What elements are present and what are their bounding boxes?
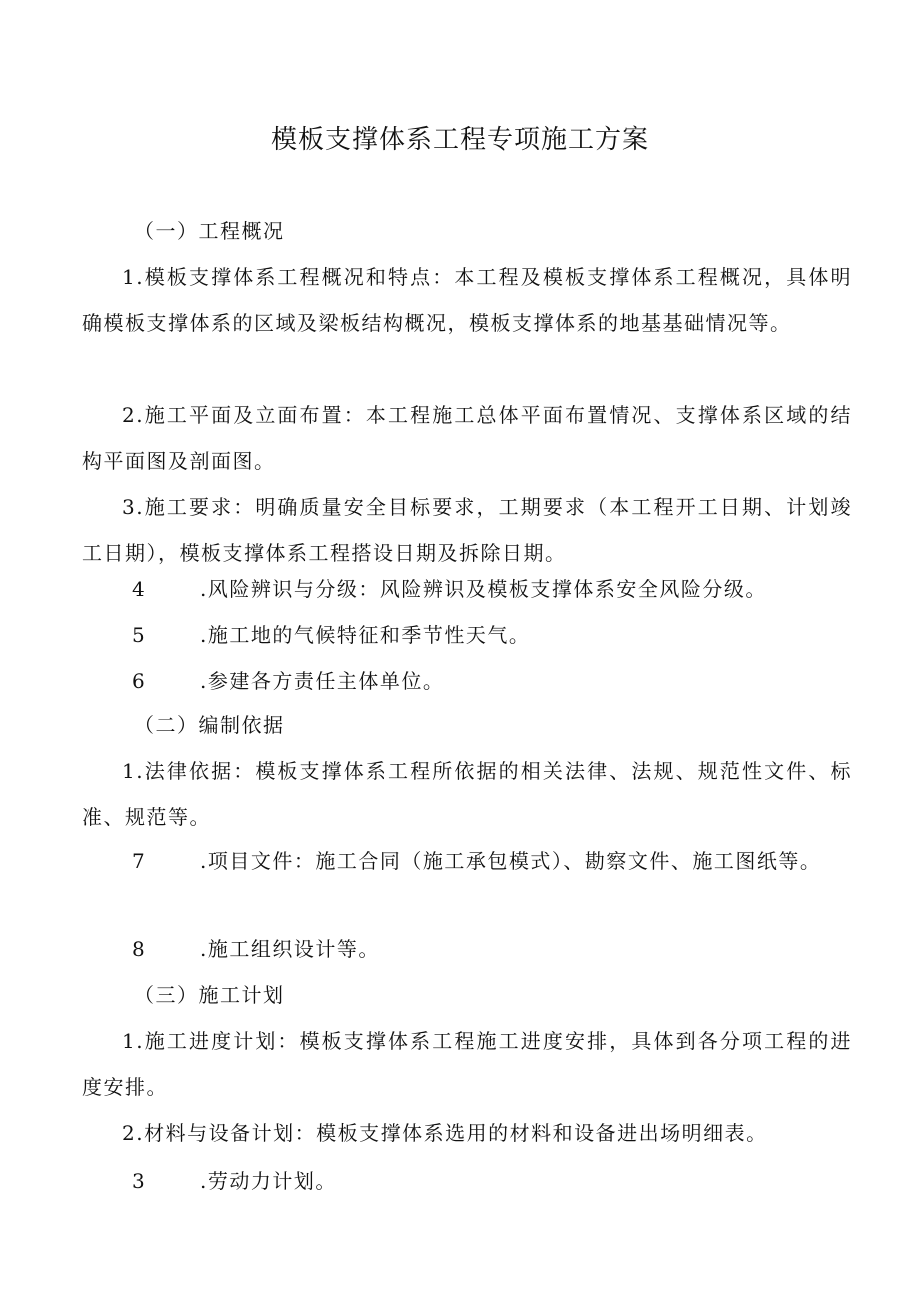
item-number: 8	[132, 937, 147, 961]
section-heading-1: （一）工程概况	[134, 219, 285, 243]
numbered-item-3	[82, 1158, 852, 1204]
numbered-item-6	[82, 658, 852, 704]
item-number: 5	[132, 623, 147, 647]
paragraph-1-1: 1.模板支撑体系工程概况和特点：本工程及模板支撑体系工程概况，具体明确模板支撑体系的区域及梁板结构概况，模板支撑体系的地基基础情况等。	[82, 265, 852, 335]
item-text: .劳动力计划。	[200, 1169, 337, 1193]
item-number: 6	[132, 669, 147, 693]
section-heading-2: （二）编制依据	[134, 713, 285, 737]
numbered-item-5	[82, 612, 852, 658]
item-text: .项目文件：施工合同（施工承包模式）、勘察文件、施工图纸等。	[200, 849, 822, 873]
item-number: 7	[132, 849, 147, 873]
numbered-item-8	[82, 926, 852, 972]
numbered-item-4	[82, 566, 852, 612]
section-heading-3: （三）施工计划	[134, 983, 285, 1007]
item-text: .参建各方责任主体单位。	[200, 669, 445, 693]
item-text: .施工组织设计等。	[200, 937, 380, 961]
numbered-item-7	[82, 838, 852, 884]
item-text: .施工地的气候特征和季节性天气。	[200, 623, 531, 647]
document-title: 模板支撑体系工程专项施工方案	[270, 125, 649, 155]
paragraph-3-2: 2.材料与设备计划：模板支撑体系选用的材料和设备进出场明细表。	[122, 1121, 768, 1145]
paragraph-3-1: 1.施工进度计划：模板支撑体系工程施工进度安排，具体到各分项工程的进度安排。	[82, 1029, 852, 1099]
item-number: 3	[132, 1169, 147, 1193]
paragraph-1-3: 3.施工要求：明确质量安全目标要求，工期要求（本工程开工日期、计划竣工日期），模板支撑体系工程搭设日期及拆除日期。	[82, 495, 852, 565]
paragraph-2-1: 1.法律依据：模板支撑体系工程所依据的相关法律、法规、规范性文件、标准、规范等。	[82, 759, 852, 829]
item-text: .风险辨识与分级：风险辨识及模板支撑体系安全风险分级。	[200, 577, 767, 601]
item-number: 4	[132, 577, 147, 601]
paragraph-1-2: 2.施工平面及立面布置：本工程施工总体平面布置情况、支撑体系区域的结构平面图及剖面图。	[82, 403, 852, 473]
